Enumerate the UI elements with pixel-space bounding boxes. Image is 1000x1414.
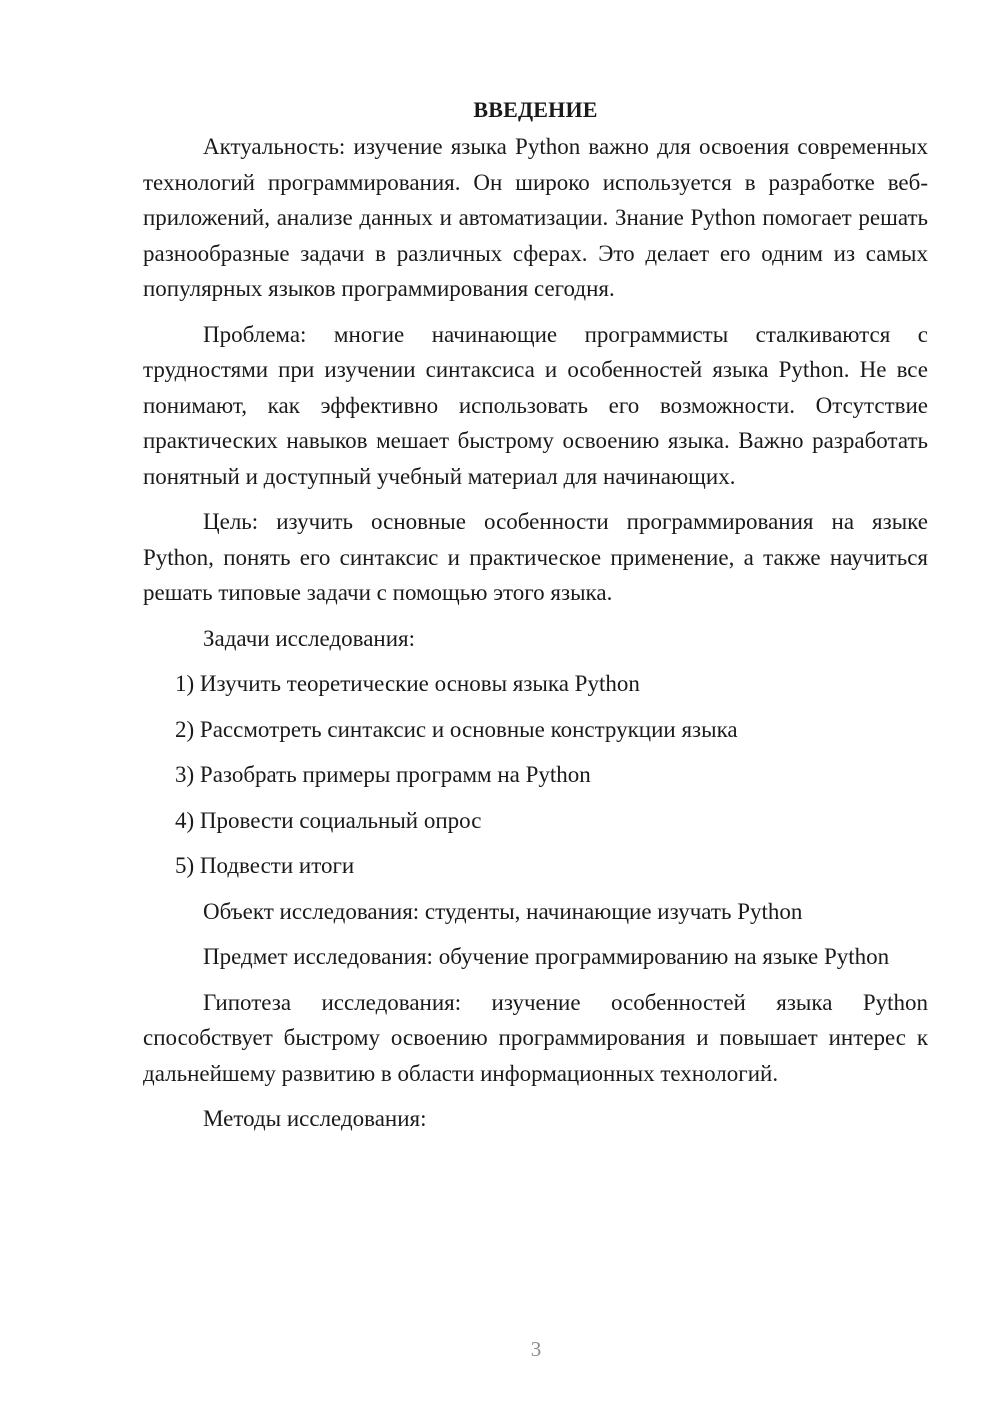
list-item: 5) Подвести итоги (175, 853, 355, 878)
paragraph-object: Объект исследования: студенты, начинающие изучать Python (203, 898, 803, 924)
tasks-heading: Задачи исследования: (203, 625, 416, 651)
page-content (143, 92, 928, 1147)
paragraph-relevance: Актуальность: изучение языка Python важно для освоения современных технологий программирования. Он широко используется в разработке веб-приложений, анализе данных и автоматизации. Знание Python помогает решать разнообразные задачи в различных сферах. Это делает его одним из самых популярных языков программирования сегодня. (143, 134, 928, 301)
list-item: 2) Рассмотреть синтаксис и основные конструкции языка (175, 716, 738, 742)
paragraph-subject: Предмет исследования: обучение программированию на языке Python (203, 944, 890, 969)
tasks-list (143, 666, 928, 884)
paragraph-problem: Проблема: многие начинающие программисты сталкиваются с трудностями при изучении синтаксиса и особенностей языка Python. Не все понимают, как эффективно использовать его возможности. Отсутствие практических навыков мешает быстрому освоению языка. Важно разработать понятный и доступный учебный материал для начинающих. (143, 321, 928, 489)
page-number: 3 (530, 1337, 542, 1361)
page-title: ВВЕДЕНИЕ (473, 97, 598, 122)
methods-heading: Методы исследования: (203, 1106, 427, 1131)
paragraph-goal: Цель: изучить основные особенности программирования на языке Python, понять его синтаксис и практическое применение, а также научиться решать типовые задачи с помощью этого языка. (143, 509, 928, 605)
list-item: 4) Провести социальный опрос (175, 807, 482, 833)
list-item: 1) Изучить теоретические основы языка Python (175, 671, 640, 696)
paragraph-hypothesis: Гипотеза исследования: изучение особенностей языка Python способствует быстрому освоению программирования и повышает интерес к дальнейшему развитию в области информационных технологий. (143, 989, 928, 1086)
list-item: 3) Разобрать примеры программ на Python (175, 762, 591, 787)
